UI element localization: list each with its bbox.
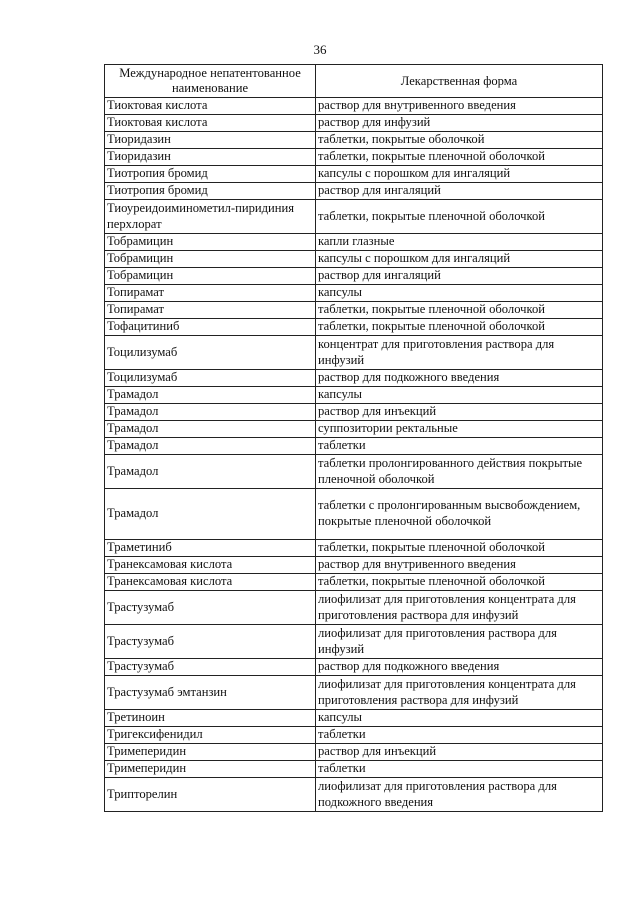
- cell-dosage-form: раствор для инъекций: [316, 404, 603, 421]
- cell-inn: Транексамовая кислота: [105, 574, 316, 591]
- cell-dosage-form: суппозитории ректальные: [316, 421, 603, 438]
- header-inn: Международное непатентованное наименование: [105, 65, 316, 98]
- cell-dosage-form: капсулы: [316, 285, 603, 302]
- cell-dosage-form: раствор для подкожного введения: [316, 659, 603, 676]
- cell-inn: Тиотропия бромид: [105, 166, 316, 183]
- cell-inn: Тофацитиниб: [105, 319, 316, 336]
- cell-inn: Тиоридазин: [105, 149, 316, 166]
- cell-dosage-form: таблетки: [316, 438, 603, 455]
- cell-dosage-form: лиофилизат для приготовления раствора для подкожного введения: [316, 778, 603, 812]
- cell-dosage-form: капсулы с порошком для ингаляций: [316, 166, 603, 183]
- table-row: [105, 234, 603, 251]
- table-row: [105, 540, 603, 557]
- cell-inn: Тримеперидин: [105, 761, 316, 778]
- cell-dosage-form: капли глазные: [316, 234, 603, 251]
- table-row: [105, 132, 603, 149]
- table-row: [105, 336, 603, 370]
- table-row: [105, 438, 603, 455]
- table-row: [105, 285, 603, 302]
- table-row: [105, 761, 603, 778]
- table-row: [105, 778, 603, 812]
- table-row: [105, 574, 603, 591]
- cell-inn: Тобрамицин: [105, 251, 316, 268]
- table-row: [105, 387, 603, 404]
- table-row: [105, 591, 603, 625]
- table-row: [105, 98, 603, 115]
- header-dosage-form: Лекарственная форма: [316, 65, 603, 98]
- cell-dosage-form: таблетки: [316, 727, 603, 744]
- cell-inn: Трамадол: [105, 489, 316, 540]
- table-row: [105, 319, 603, 336]
- cell-dosage-form: таблетки, покрытые пленочной оболочкой: [316, 540, 603, 557]
- table-header-row: [105, 65, 603, 98]
- cell-inn: Трамадол: [105, 438, 316, 455]
- table-row: [105, 455, 603, 489]
- cell-inn: Транексамовая кислота: [105, 557, 316, 574]
- cell-inn: Трамадол: [105, 421, 316, 438]
- table-row: [105, 557, 603, 574]
- table-row: [105, 659, 603, 676]
- cell-inn: Трастузумаб: [105, 625, 316, 659]
- cell-inn: Трамадол: [105, 455, 316, 489]
- table-row: [105, 251, 603, 268]
- cell-inn: Тобрамицин: [105, 234, 316, 251]
- table-row: [105, 404, 603, 421]
- cell-inn: Трастузумаб эмтанзин: [105, 676, 316, 710]
- table-row: [105, 421, 603, 438]
- cell-dosage-form: лиофилизат для приготовления концентрата для приготовления раствора для инфузий: [316, 676, 603, 710]
- cell-dosage-form: лиофилизат для приготовления концентрата для приготовления раствора для инфузий: [316, 591, 603, 625]
- cell-inn: Тригексифенидил: [105, 727, 316, 744]
- cell-inn: Третиноин: [105, 710, 316, 727]
- table-row: [105, 489, 603, 540]
- cell-dosage-form: таблетки пролонгированного действия покрытые пленочной оболочкой: [316, 455, 603, 489]
- cell-inn: Тримеперидин: [105, 744, 316, 761]
- cell-inn: Траметиниб: [105, 540, 316, 557]
- cell-dosage-form: раствор для инфузий: [316, 115, 603, 132]
- cell-dosage-form: капсулы: [316, 387, 603, 404]
- table-row: [105, 625, 603, 659]
- cell-dosage-form: раствор для внутривенного введения: [316, 557, 603, 574]
- cell-dosage-form: раствор для ингаляций: [316, 268, 603, 285]
- cell-dosage-form: таблетки с пролонгированным высвобождением, покрытые пленочной оболочкой: [316, 489, 603, 540]
- cell-dosage-form: концентрат для приготовления раствора для инфузий: [316, 336, 603, 370]
- table-row: [105, 676, 603, 710]
- cell-dosage-form: таблетки, покрытые пленочной оболочкой: [316, 319, 603, 336]
- cell-dosage-form: таблетки, покрытые пленочной оболочкой: [316, 200, 603, 234]
- table-row: [105, 710, 603, 727]
- cell-inn: Топирамат: [105, 285, 316, 302]
- cell-dosage-form: лиофилизат для приготовления раствора для инфузий: [316, 625, 603, 659]
- cell-inn: Тиоктовая кислота: [105, 98, 316, 115]
- table-row: [105, 166, 603, 183]
- cell-inn: Тоцилизумаб: [105, 336, 316, 370]
- table-row: [105, 183, 603, 200]
- cell-inn: Тиоктовая кислота: [105, 115, 316, 132]
- drug-table: [104, 64, 603, 812]
- cell-dosage-form: капсулы с порошком для ингаляций: [316, 251, 603, 268]
- table-row: [105, 727, 603, 744]
- page-number: 36: [313, 42, 327, 57]
- cell-dosage-form: таблетки, покрытые оболочкой: [316, 132, 603, 149]
- cell-inn: Тиоридазин: [105, 132, 316, 149]
- cell-dosage-form: таблетки, покрытые пленочной оболочкой: [316, 302, 603, 319]
- cell-inn: Трамадол: [105, 404, 316, 421]
- cell-inn: Трипторелин: [105, 778, 316, 812]
- table-row: [105, 370, 603, 387]
- cell-inn: Тиоуреидоиминометил-пиридиния перхлорат: [105, 200, 316, 234]
- cell-dosage-form: таблетки, покрытые пленочной оболочкой: [316, 149, 603, 166]
- cell-dosage-form: раствор для внутривенного введения: [316, 98, 603, 115]
- cell-inn: Трамадол: [105, 387, 316, 404]
- table-row: [105, 115, 603, 132]
- cell-inn: Тоцилизумаб: [105, 370, 316, 387]
- cell-inn: Трастузумаб: [105, 659, 316, 676]
- table-row: [105, 744, 603, 761]
- cell-dosage-form: раствор для инъекций: [316, 744, 603, 761]
- table-row: [105, 268, 603, 285]
- cell-dosage-form: таблетки, покрытые пленочной оболочкой: [316, 574, 603, 591]
- cell-dosage-form: таблетки: [316, 761, 603, 778]
- cell-inn: Тобрамицин: [105, 268, 316, 285]
- cell-inn: Трастузумаб: [105, 591, 316, 625]
- cell-inn: Тиотропия бромид: [105, 183, 316, 200]
- cell-dosage-form: раствор для ингаляций: [316, 183, 603, 200]
- table-row: [105, 149, 603, 166]
- table-row: [105, 302, 603, 319]
- table-row: [105, 200, 603, 234]
- cell-dosage-form: раствор для подкожного введения: [316, 370, 603, 387]
- cell-inn: Топирамат: [105, 302, 316, 319]
- cell-dosage-form: капсулы: [316, 710, 603, 727]
